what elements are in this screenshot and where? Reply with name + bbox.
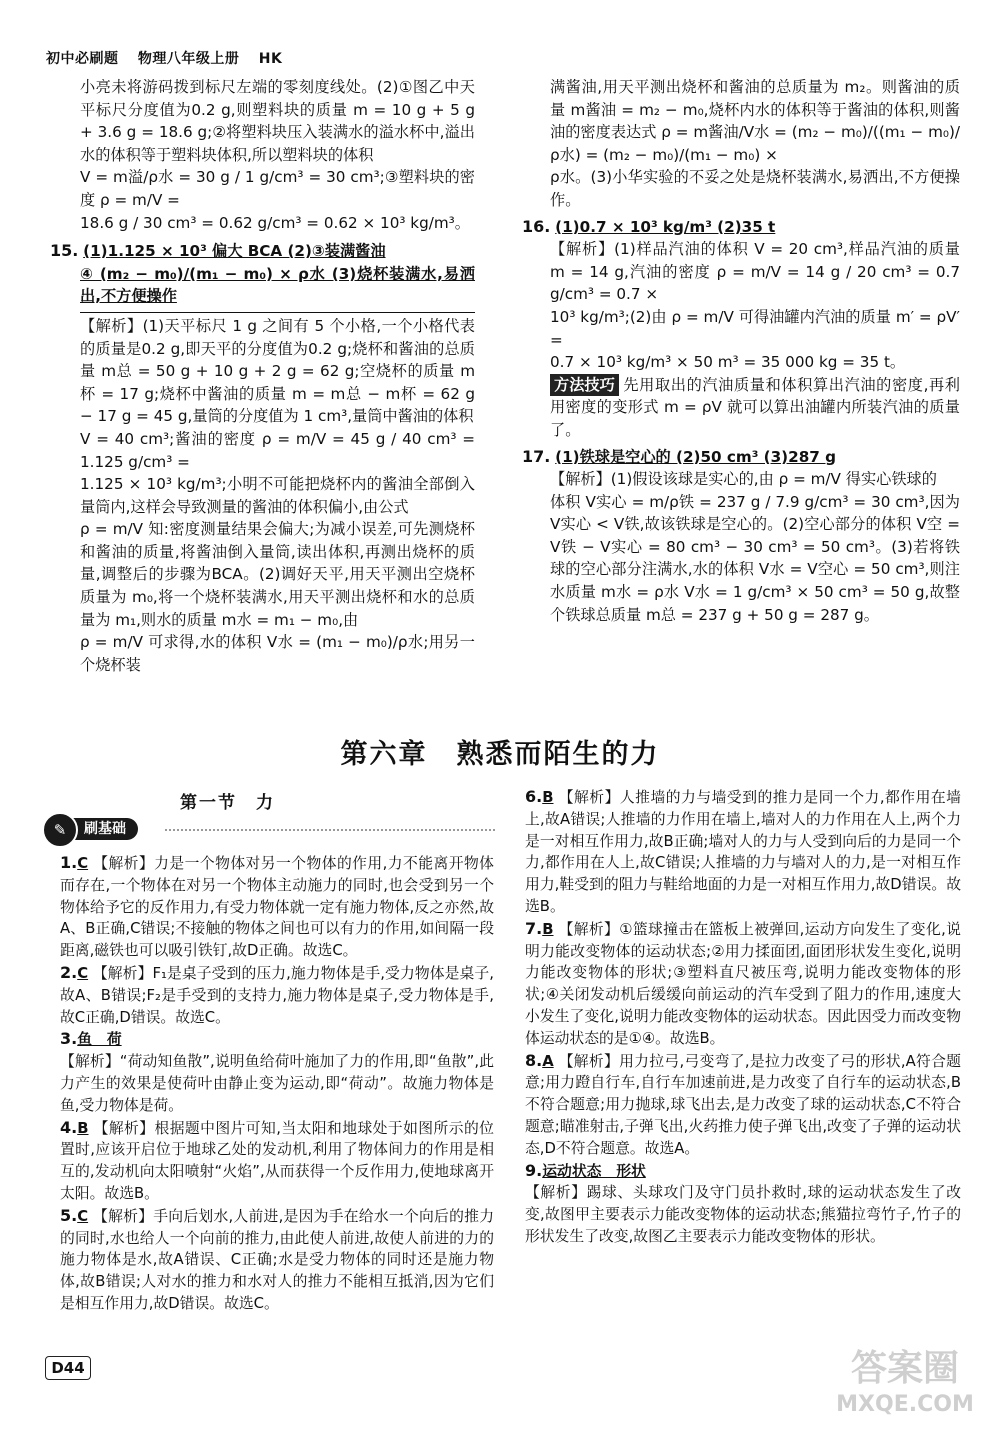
item-number: 1. xyxy=(60,853,78,872)
right-upper-column xyxy=(522,76,960,626)
tip xyxy=(550,374,960,442)
analysis-text: ρ = m/V 知:密度测量结果会偏大;为减小误差,可先测烧杯和酱油的质量,将酱油倒入量筒,读出体积,再测出烧杯的质量,调整后的步骤为BCA。(2)调好天平,用天平测出空烧杯质量为 m₀,将一个烧杯装满水,用天平测出烧杯和水的总质量为 m₁,则水的质量 m水 = m₁ − m₀,由 xyxy=(80,520,475,629)
item-number: 3. xyxy=(60,1029,78,1049)
item-text: 【解析】人推墙的力与墙受到的推力是同一个力,都作用在墙上,故A错误;人推墙的力作用在墙上,墙对人的力作用在人上,两个力是一对相互作用力,故B正确;墙对人的力与人受到向后的力是同一个力,都作用在人上,故C错误;人推墙的力与墙对人的力,是一对相互作用力,鞋受到的阻力与鞋给地面的力是一对相互作用力,故D错误。故选B。 xyxy=(525,789,961,915)
book-name: 物理八年级上册 xyxy=(137,51,240,67)
item-answer: 运动状态 形状 xyxy=(542,1162,646,1180)
analysis-text: 【解析】(1)天平标尺 1 g 之间有 5 个小格,一个小格代表的质量是0.2 g,即天平的分度值为0.2 g;烧杯和酱油的总质量 m总 = 50 g + 10 g + 2 g = 62 g;空烧杯的质量 m杯 = 17 g;烧杯中酱油的质量 m = m总 − m杯 = 62 g − 17 g = 45 g,量筒的分度值为 1 cm³,量筒中酱油的体积 xyxy=(80,316,475,426)
item-answer: B xyxy=(542,789,554,806)
analysis-text: 1.125 × 10³ kg/m³;小明不可能把烧杯内的酱油全部倒入量筒内,这样会导致测量的酱油的体积偏小,由公式 xyxy=(80,475,475,516)
analysis-text: 【解析】(1)样品汽油的体积 V = 20 cm³,样品汽油的质量 m = 14 g,汽油的密度 ρ = m/V = 14 g / 20 cm³ = 0.7 g/cm³ = 0.7 × xyxy=(550,240,960,304)
edition: HK xyxy=(258,51,283,67)
paragraph: 18.6 g / 30 cm³ = 0.62 g/cm³ = 0.62 × 10³ kg/m³。 xyxy=(80,213,470,232)
item-number: 5. xyxy=(60,1205,78,1225)
paragraph: 满酱油,用天平测出烧杯和酱油的总质量为 m₂。则酱油的质量 m酱油 = m₂ − m₀,烧杯内水的体积等于酱油的体积,则酱油的密度表达式 ρ = m酱油/V水 = (m₂ − m₀)/((m₁ − m₀)/ρ水) = (m₂ − m₀)/(m₁ − m₀) × xyxy=(550,78,960,164)
item-text: 【解析】根据题中图片可知,当太阳和地球处于如图所示的位置时,应该开启位于地球乙处的发动机,利用了物体间力的作用是相互的,发动机向太阳喷射“火焰”,从而获得一个反作用力,使地球离开太阳。故选B。 xyxy=(60,1119,494,1202)
watermark: 答案圈 xyxy=(850,1348,959,1389)
item-number: 8. xyxy=(525,1050,543,1070)
analysis-text: ρ = m/V 可求得,水的体积 V水 = (m₁ − m₀)/ρ水;用另一个烧杯装 xyxy=(80,633,475,674)
brush-icon: ✎ xyxy=(42,812,78,848)
item-number: 2. xyxy=(60,962,78,982)
item-number: 4. xyxy=(60,1117,78,1137)
item-text: 【解析】踢球、头球攻门及守门员扑救时,球的运动状态发生了改变,故图甲主要表示力能改变物体的运动状态;熊猫拉弯竹子,竹子的形状发生了改变,故图乙主要表示力能改变物体的形状。 xyxy=(525,1184,961,1245)
item-answer: A xyxy=(542,1052,554,1070)
analysis-box xyxy=(80,312,475,677)
item-number: 6. xyxy=(525,787,543,806)
list-item xyxy=(525,1160,961,1248)
paragraph: V = m溢/ρ水 = 30 g / 1 g/cm³ = 30 cm³;③塑料块的密度 ρ = m/V = xyxy=(80,168,475,209)
list-item xyxy=(60,852,494,962)
section-title: 第一节 力 xyxy=(180,793,275,813)
list-item xyxy=(60,962,494,1028)
badge: 刷基础 xyxy=(46,818,138,840)
item-text: 【解析】①篮球撞击在篮板上被弹回,运动方向发生了变化,说明力能改变物体的运动状态;②用力揉面团,面团形状发生变化,说明力能改变物体的形状;③塑料直尺被压弯,说明力能改变物体的形状;④关闭发动机后缓缓向前运动的汽车受到了阻力的作用,速度大小发生了变化,说明力能改变物体的运动状态。因此因受力而改变物体运动状态的是①④。故选B。 xyxy=(525,920,961,1047)
question-16 xyxy=(522,216,960,239)
item-text: 【解析】手向后划水,人前进,是因为手在给水一个向后的推力的同时,水也给人一个向前的推力,由此使人前进,故使人前进的力的施力物体是水,故A错误、C正确;水是受力物体的同时还是施力物体,故B错误;人对水的推力和水对人的推力不能相互抵消,因为它们是相互作用力,故D错误。故选C。 xyxy=(60,1207,494,1312)
analysis-text: 0.7 × 10³ kg/m³ × 50 m³ = 35 000 kg = 35 t。 xyxy=(550,353,906,372)
left-lower-column xyxy=(60,852,494,1315)
item-answer: C xyxy=(77,855,89,872)
tip-text: 先用取出的汽油质量和体积算出汽油的密度,再利用密度的变形式 m = ρV 就可以算出油罐内所装汽油的质量了。 xyxy=(550,375,960,439)
right-lower-column xyxy=(525,786,961,1248)
item-number: 7. xyxy=(525,918,543,938)
answer: (1)铁球是空心的 (2)50 cm³ (3)287 g xyxy=(555,447,836,466)
page-number: D44 xyxy=(45,1356,91,1380)
item-text: 【解析】用力拉弓,弓变弯了,是拉力改变了弓的形状,A符合题意;用力蹬自行车,自行车加速前进,是力改变了自行车的运动状态,B不符合题意;用力抛球,球飞出去,是力改变了球的运动状态,C不符合题意;瞄准射击,子弹飞出,火药推力使子弹飞出,改变了子弹的运动状态,D不符合题意。故选A。 xyxy=(525,1052,961,1157)
item-answer: B xyxy=(77,1119,89,1137)
list-item xyxy=(60,1205,494,1315)
answer: (1)1.125 × 10³ 偏大 BCA (2)③装满酱油 xyxy=(83,242,386,261)
paragraph: ρ水。(3)小华实验的不妥之处是烧杯装满水,易洒出,不方便操作。 xyxy=(550,168,960,209)
running-header xyxy=(46,48,296,68)
analysis-text: 体积 V实心 = m/ρ铁 = 237 g / 7.9 g/cm³ = 30 cm³,因为 V实心 < V铁,故该铁球是空心的。(2)空心部分的体积 V空 = V铁 − V实心 = 80 cm³ − 30 cm³ = 50 cm³。(3)若将铁球的空心部分注满水,水的体积 V水 = V空心 = 50 cm³,则注水质量 m水 = ρ水 V水 = 1 g/cm³ × 50 cm³ = 50 g,故整个铁球总质量 m总 = 237 g + 50 g = 287 g。 xyxy=(550,492,960,624)
list-item xyxy=(525,918,961,1050)
item-number: 9. xyxy=(525,1160,543,1180)
left-upper-column xyxy=(50,76,475,676)
question-number: 16. xyxy=(522,216,551,236)
list-item xyxy=(525,786,961,918)
analysis-text: 【解析】(1)假设该球是实心的,由 ρ = m/V 得实心铁球的 xyxy=(550,470,937,489)
question-17 xyxy=(522,446,960,469)
question-number: 15. xyxy=(50,241,79,261)
series-name: 初中必刷题 xyxy=(46,51,119,67)
item-answer: B xyxy=(542,920,554,938)
item-answer: C xyxy=(77,964,89,982)
watermark-url: MXQE.COM xyxy=(836,1392,974,1417)
answer: ④ (m₂ − m₀)/(m₁ − m₀) × ρ水 (3)烧杯装满水,易洒出,不方便操作 xyxy=(80,264,475,306)
list-item xyxy=(60,1028,494,1116)
item-text: 【解析】力是一个物体对另一个物体的作用,力不能离开物体而存在,一个物体在对另一个物体主动施力的同时,也会受到另一个物体给予它的反作用力,有受力物体就一定有施力物体,反之亦然,故A、B正确,C错误;不接触的物体之间也可以有力的作用,如间隔一段距离,磁铁也可以吸引铁钉,故D正确。故选C。 xyxy=(60,855,494,960)
answer: (1)0.7 × 10³ kg/m³ (2)35 t xyxy=(555,217,776,236)
question-number: 17. xyxy=(522,446,551,466)
item-text: 【解析】“荷动知鱼散”,说明鱼给荷叶施加了力的作用,即“鱼散”,此力产生的效果是使荷叶由静止变为运动,即“荷动”。故施力物体是鱼,受力物体是荷。 xyxy=(60,1053,494,1114)
item-text: 【解析】F₁是桌子受到的压力,施力物体是手,受力物体是桌子,故A、B错误;F₂是手受到的支持力,施力物体是桌子,受力物体是手,故C正确,D错误。故选C。 xyxy=(60,964,494,1026)
list-item xyxy=(525,1050,961,1160)
dotted-divider xyxy=(165,829,495,831)
paragraph: 小亮未将游码拨到标尺左端的零刻度线处。(2)①图乙中天平标尺分度值为0.2 g,则塑料块的质量 m = 10 g + 5 g + 3.6 g = 18.6 g;②将塑料块压入装满水的溢水杯中,溢出水的体积等于塑料块体积,所以塑料块的体积 xyxy=(80,78,475,164)
chapter-title: 第六章 熟悉而陌生的力 xyxy=(340,739,660,770)
item-answer: 鱼 荷 xyxy=(77,1031,122,1049)
analysis-text: V = 40 cm³;酱油的密度 ρ = m/V = 45 g / 40 cm³ = 1.125 g/cm³ = xyxy=(80,429,475,471)
analysis-text: 10³ kg/m³;(2)由 ρ = m/V 可得油罐内汽油的质量 m′ = ρV′ = xyxy=(550,307,960,349)
question-15 xyxy=(50,240,475,263)
list-item xyxy=(60,1117,494,1205)
tip-label: 方法技巧 xyxy=(550,374,619,397)
item-answer: C xyxy=(77,1207,89,1225)
